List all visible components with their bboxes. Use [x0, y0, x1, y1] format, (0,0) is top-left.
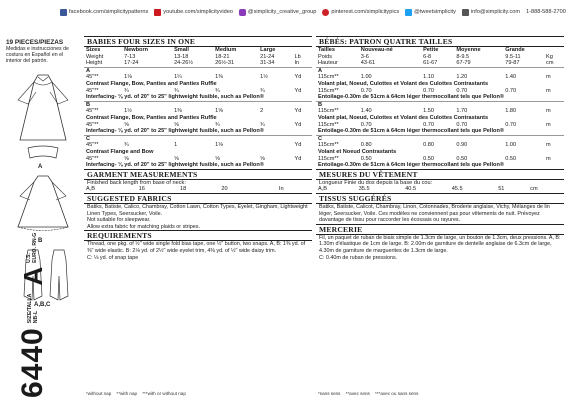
fr-a-interfacing: Entoilage-0.30m de 51cm à 64cm léger thermocollant tels que Pellon® [316, 94, 564, 101]
fr-height-row: Hauteur 43-61 61-67 67-79 79-87 cm [316, 60, 564, 67]
pieces-count: 19 PIECES/PIEZAS [6, 39, 64, 46]
french-column [316, 36, 564, 261]
en-fabrics-title: SUGGESTED FABRICS [84, 193, 312, 204]
pinterest-icon [322, 9, 329, 16]
twitter-icon [405, 9, 412, 16]
fr-requirements-title: MERCERIE [316, 224, 564, 235]
fr-fabrics-title: TISSUS SUGGÉRÉS [316, 193, 564, 204]
en-footnotes: *without nap **with nap ***with or without nap [86, 391, 186, 396]
fr-title: BÉBÉS: PATRON QUATRE TAILLES [316, 36, 564, 47]
en-requirements-c: C: ⅛ yd. of snap tape [87, 254, 139, 261]
fr-fabrics-text: Batiks, Batiste, Calicot, Chambray, Linon, Cotonnades, Broderie anglaise, Vichy, Mélanges de lin léger, Seersucker, Voile. Ces modèles ne conviennent pas pour vêtements de nuit. Prévoyez davantage de tissu pour raccorder les écossais ou rayures. [319, 204, 550, 224]
email-icon [462, 9, 469, 16]
email-link[interactable]: info@simplicity.com [462, 9, 520, 16]
fr-b-contrast: Volant plat, Noeud, Culottes et Volant des Culottes Contrastants [318, 114, 489, 121]
en-c-contrast-row: 45"** ⅝ ⅝ ⅝ ⅝ Yd [86, 155, 302, 162]
en-b-interfacing: Interfacing- ⅛ yd. of 20" to 25" lightweight fusible, such as Pellon® [84, 128, 312, 135]
instagram-link[interactable]: @simplicity_creative_group [239, 9, 316, 16]
fr-garment-table [316, 186, 564, 193]
en-garment-row: A,B 16 18 20 In [86, 186, 284, 193]
size-letter: A [17, 266, 48, 286]
fr-c-interfacing: Entoilage-0.30m de 51cm à 64cm léger thermocollant tels que Pellon® [318, 162, 504, 169]
fr-a-contrast: Volant plat, Noeud, Culottes et Volant des Culottes Contrastants [318, 80, 489, 87]
en-b-row: 45"** 1½ 1⅜ 1⅝ 2 Yd [86, 108, 302, 115]
en-garment-note: Finished back length from base of neck: [87, 179, 186, 186]
fr-garment-title: MESURES DU VÊTEMENT [316, 169, 564, 180]
fr-view-b-label: B [318, 101, 323, 108]
fr-b-interfacing: Entoilage-0.30m de 51cm à 64cm léger thermocollant tels que Pellon® [316, 128, 564, 135]
instagram-icon [239, 9, 246, 16]
en-weight-row: Weight 7-13 13-18 18-21 21-24 Lb [86, 53, 301, 60]
view-a-label: A [38, 164, 43, 170]
en-height-row: Height 17-24 24-26½ 26½-31 31-34 In [84, 60, 312, 67]
en-size-table [84, 47, 312, 169]
fr-requirements-text: Fil, un paquet de ruban de biais simple de 1.3cm de large, un bouton de 1.3cm, deux pressions. A, B: 1.30m d'élastique de 1cm de large. B: 2.00m de garniture de dentelle anglaise de 6.3cm de large, 4.30m de garniture de marguerites de 1.3cm de large. [319, 234, 561, 255]
en-b-contrast: Contrast Flange, Bow, Panties and Panties Ruffle [86, 114, 217, 121]
en-garment-title: GARMENT MEASUREMENTS [84, 169, 312, 180]
en-a-interfacing: Interfacing- ⅛ yd. of 20" to 25" lightweight fusible, such as Pellon® [84, 94, 312, 101]
view-a-sketch [8, 70, 78, 160]
fr-view-a-label: A [318, 67, 323, 74]
pattern-code-block [16, 228, 50, 398]
fr-weight-row: Poids 3-6 6-8 8-9.5 9.5-11 Kg [318, 53, 553, 60]
youtube-link[interactable]: youtube.com/simplicityvideo [154, 9, 233, 16]
fr-garment-row: A,B 35.5 40.5 45.5 51 cm [318, 186, 538, 193]
en-view-a-label: A [86, 67, 91, 74]
facebook-icon [60, 9, 67, 16]
en-fabrics-text: Batiks, Batiste, Calico, Chambray, Cotton Lawn, Cotton Types, Eyelet, Gingham, Lightweight Linen Types, Seersucker, Voile. [87, 204, 308, 217]
fr-c-contrast: Volant et Noeud Contrastants [318, 148, 397, 155]
pattern-number: 6440 [16, 327, 49, 398]
fr-size-table [316, 47, 564, 169]
en-size-header: Sizes Newborn Small Medium Large [86, 47, 276, 53]
fr-c-row: 115cm** 0.80 0.80 0.90 1.00 m [318, 142, 551, 149]
fr-a-contrast-row: 115cm** 0.70 0.70 0.70 0.70 m [318, 87, 551, 94]
en-fabrics-note2: Allow extra fabric for matching plaids or stripes. [87, 223, 200, 230]
fr-size-header: Tailles Nouveau-né Petite Moyenne Grande [318, 47, 525, 53]
view-abc-label: A,B,C [34, 302, 51, 308]
en-a-contrast-row: 45"** ¾ ¾ ¾ ¾ Yd [86, 87, 302, 94]
region-codes: U.S. EURO. RN-G [26, 232, 38, 263]
en-c-interfacing: Interfacing- ⅛ yd. of 20" to 25" lightweight fusible, such as Pellon® [86, 162, 264, 169]
youtube-icon [154, 9, 161, 16]
view-b-label: B [38, 238, 43, 244]
en-requirements-text: Thread, one pkg. of ½" wide single fold bias tape, one ½" button, two snaps. A, B: 1⅜ yd. of ⅜" wide elastic. B: 2⅛ yd. of 2½" wide eyelet trim, 4⅜ yd. of ½" wide daisy trim. [87, 241, 306, 255]
pieces-info [6, 40, 76, 64]
en-view-b-label: B [86, 101, 91, 108]
en-view-c-label: C [86, 135, 91, 142]
fr-a-row: 115cm** 1.00 1.10 1.20 1.40 m [318, 74, 551, 81]
en-fabrics-note1: Not suitable for sleepwear. [87, 217, 151, 224]
en-c-row: 45"** ¾ 1 1⅛ Yd [86, 142, 302, 149]
en-garment-table [84, 186, 312, 193]
en-b-contrast-row: 45"** ⅝ ⅝ ¾ ¾ Yd [86, 121, 302, 128]
fr-footnotes: *sans sens **avec sens ***avec ou sans sens [318, 391, 419, 396]
fr-b-row: 115cm** 1.40 1.50 1.70 1.80 m [318, 108, 551, 115]
social-bar [60, 6, 564, 18]
en-a-row: 45"** 1⅛ 1¼ 1⅜ 1½ Yd [86, 74, 302, 81]
en-requirements-title: REQUIREMENTS [84, 230, 312, 241]
fr-c-contrast-row: 115cm** 0.50 0.50 0.50 0.50 m [318, 155, 551, 162]
facebook-link[interactable]: facebook.com/simplicitypatterns [60, 9, 148, 16]
en-c-contrast: Contrast Flange and Bow [86, 148, 154, 155]
twitter-link[interactable]: @tweetsimplicity [405, 9, 456, 16]
en-title: BABIES FOUR SIZES IN ONE [84, 36, 312, 47]
fr-view-c-label: C [318, 135, 323, 142]
fr-garment-note: Longueur Finie du dos depuis la base du cou: [319, 179, 433, 186]
fr-b-contrast-row: 115cm** 0.70 0.70 0.70 0.70 m [318, 121, 551, 128]
phone-number: 1-888-588-2700 [526, 9, 566, 15]
fr-requirements-c: C: 0.40m de ruban de pressions. [319, 254, 398, 261]
size-label: SIZE/TALLA NB-L [27, 293, 39, 324]
spanish-note: Medidas e instrucciones de costura en Español en el interior del patrón. [6, 46, 69, 64]
pinterest-link[interactable]: pinterest.com/simplicitypics [322, 9, 399, 16]
en-a-contrast: Contrast Flange, Bow, Panties and Panties Ruffle [86, 80, 217, 87]
english-column [84, 36, 312, 261]
